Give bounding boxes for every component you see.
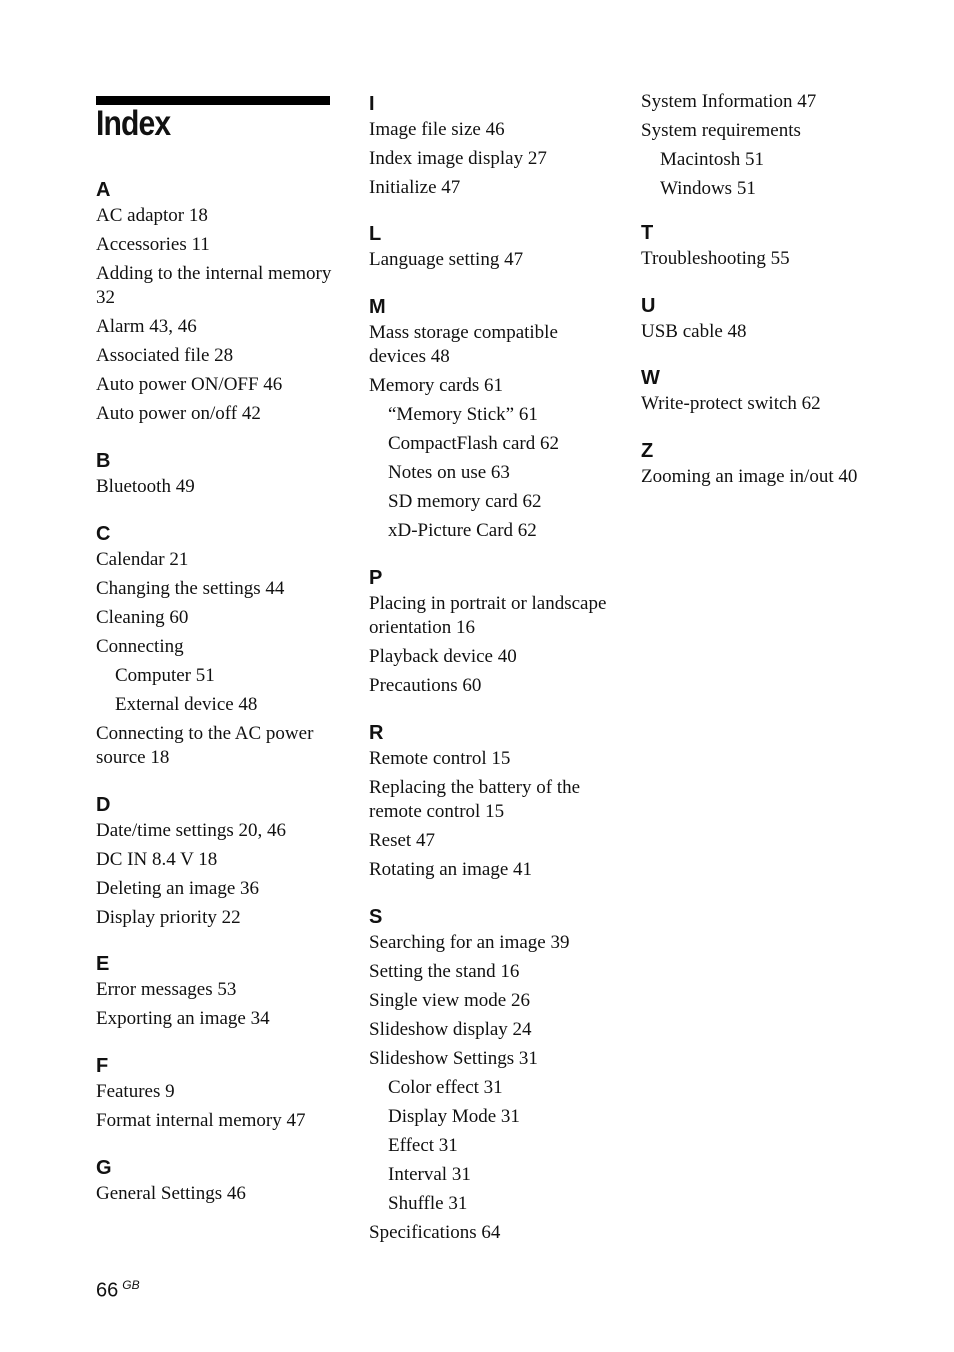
index-letter-heading: I: [369, 93, 375, 115]
index-letter-heading: A: [96, 179, 111, 201]
index-entry: Connecting to the AC power source 18: [96, 723, 314, 768]
index-entry: Memory cards 61: [369, 375, 504, 396]
index-entry: Connecting: [96, 636, 184, 657]
index-entry: Write-protect switch 62: [641, 393, 821, 414]
index-entry: Cleaning 60: [96, 607, 189, 628]
page-locale-suffix: GB: [122, 1278, 140, 1292]
index-letter-heading: D: [96, 794, 111, 816]
index-entry: Single view mode 26: [369, 990, 530, 1011]
index-subentry: xD-Picture Card 62: [388, 520, 537, 541]
index-entry: Precautions 60: [369, 675, 482, 696]
index-entry: Adding to the internal memory 32: [96, 263, 332, 308]
index-entry: Zooming an image in/out 40: [641, 466, 858, 487]
index-entry: Format internal memory 47: [96, 1110, 306, 1131]
index-subentry: Macintosh 51: [660, 149, 764, 170]
index-entry: Exporting an image 34: [96, 1008, 270, 1029]
index-letter-heading: F: [96, 1055, 109, 1077]
index-entry: Alarm 43, 46: [96, 316, 197, 337]
index-entry: Reset 47: [369, 830, 435, 851]
index-entry: System requirements: [641, 120, 801, 141]
index-entry: Error messages 53: [96, 979, 237, 1000]
index-letter-heading: B: [96, 450, 111, 472]
index-entry: DC IN 8.4 V 18: [96, 849, 218, 870]
index-subentry: SD memory card 62: [388, 491, 542, 512]
index-section: [369, 92, 619, 205]
index-section: [96, 449, 336, 504]
index-entry: Specifications 64: [369, 1222, 501, 1243]
index-letter-heading: Z: [641, 440, 654, 462]
index-section: [641, 294, 931, 349]
index-letter-heading: S: [369, 906, 383, 928]
index-entry: Initialize 47: [369, 177, 461, 198]
index-entry: Replacing the battery of the remote control 15: [369, 777, 581, 822]
index-entry: Bluetooth 49: [96, 476, 195, 497]
index-entry: General Settings 46: [96, 1183, 246, 1204]
index-entry: Image file size 46: [369, 119, 505, 140]
index-entry: Calendar 21: [96, 549, 189, 570]
index-letter-heading: U: [641, 295, 656, 317]
index-subentry: Effect 31: [388, 1135, 458, 1156]
index-section: [369, 905, 619, 1250]
index-section: [96, 1054, 336, 1138]
index-section: [641, 366, 931, 421]
index-entry: Setting the stand 16: [369, 961, 520, 982]
index-subentry: External device 48: [115, 694, 258, 715]
page-number: [96, 1278, 140, 1303]
index-subentry: “Memory Stick” 61: [388, 404, 538, 425]
index-letter-heading: M: [369, 296, 386, 318]
index-subentry: Interval 31: [388, 1164, 471, 1185]
index-section: [641, 439, 931, 494]
index-section: [96, 1156, 336, 1211]
page-number-value: 66: [96, 1279, 119, 1302]
index-letter-heading: W: [641, 367, 660, 389]
index-subentry: Windows 51: [660, 178, 756, 199]
index-section: [369, 721, 619, 887]
index-section: [96, 952, 336, 1036]
index-letter-heading: G: [96, 1157, 112, 1179]
index-entry: AC adaptor 18: [96, 205, 208, 226]
index-entry: Troubleshooting 55: [641, 248, 790, 269]
index-section: [96, 793, 336, 935]
index-letter-heading: C: [96, 523, 111, 545]
index-letter-heading: R: [369, 722, 384, 744]
index-entry: Remote control 15: [369, 748, 511, 769]
index-subentry: Display Mode 31: [388, 1106, 520, 1127]
index-entry: Auto power on/off 42: [96, 403, 261, 424]
index-entry: Auto power ON/OFF 46: [96, 374, 283, 395]
index-subentry: Shuffle 31: [388, 1193, 468, 1214]
index-entry: Associated file 28: [96, 345, 234, 366]
index-section: [369, 222, 619, 277]
index-entry: Searching for an image 39: [369, 932, 570, 953]
index-letter-heading: E: [96, 953, 110, 975]
index-section: [641, 221, 931, 276]
index-entry: System Information 47: [641, 91, 817, 112]
index-subentry: Notes on use 63: [388, 462, 510, 483]
index-entry: Slideshow Settings 31: [369, 1048, 538, 1069]
index-subentry: CompactFlash card 62: [388, 433, 559, 454]
index-entry: Slideshow display 24: [369, 1019, 532, 1040]
index-section: [369, 295, 619, 548]
index-entry: Display priority 22: [96, 907, 241, 928]
index-entry: Rotating an image 41: [369, 859, 533, 880]
index-entry: Language setting 47: [369, 249, 524, 270]
index-letter-heading: T: [641, 222, 654, 244]
index-section: [641, 90, 931, 206]
index-entry: Playback device 40: [369, 646, 517, 667]
index-entry: USB cable 48: [641, 321, 747, 342]
index-subentry: Color effect 31: [388, 1077, 503, 1098]
index-section: [96, 522, 336, 775]
index-entry: Mass storage compatible devices 48: [369, 322, 558, 367]
index-entry: Index image display 27: [369, 148, 547, 169]
index-entry: Placing in portrait or landscape orientation 16: [369, 593, 607, 638]
index-section: [369, 566, 619, 703]
index-entry: Accessories 11: [96, 234, 210, 255]
page-title: Index: [96, 104, 171, 143]
index-letter-heading: P: [369, 567, 383, 589]
index-subentry: Computer 51: [115, 665, 215, 686]
index-entry: Features 9: [96, 1081, 175, 1102]
index-entry: Date/time settings 20, 46: [96, 820, 286, 841]
index-letter-heading: L: [369, 223, 382, 245]
index-entry: Changing the settings 44: [96, 578, 285, 599]
index-section: [96, 178, 336, 431]
index-entry: Deleting an image 36: [96, 878, 260, 899]
